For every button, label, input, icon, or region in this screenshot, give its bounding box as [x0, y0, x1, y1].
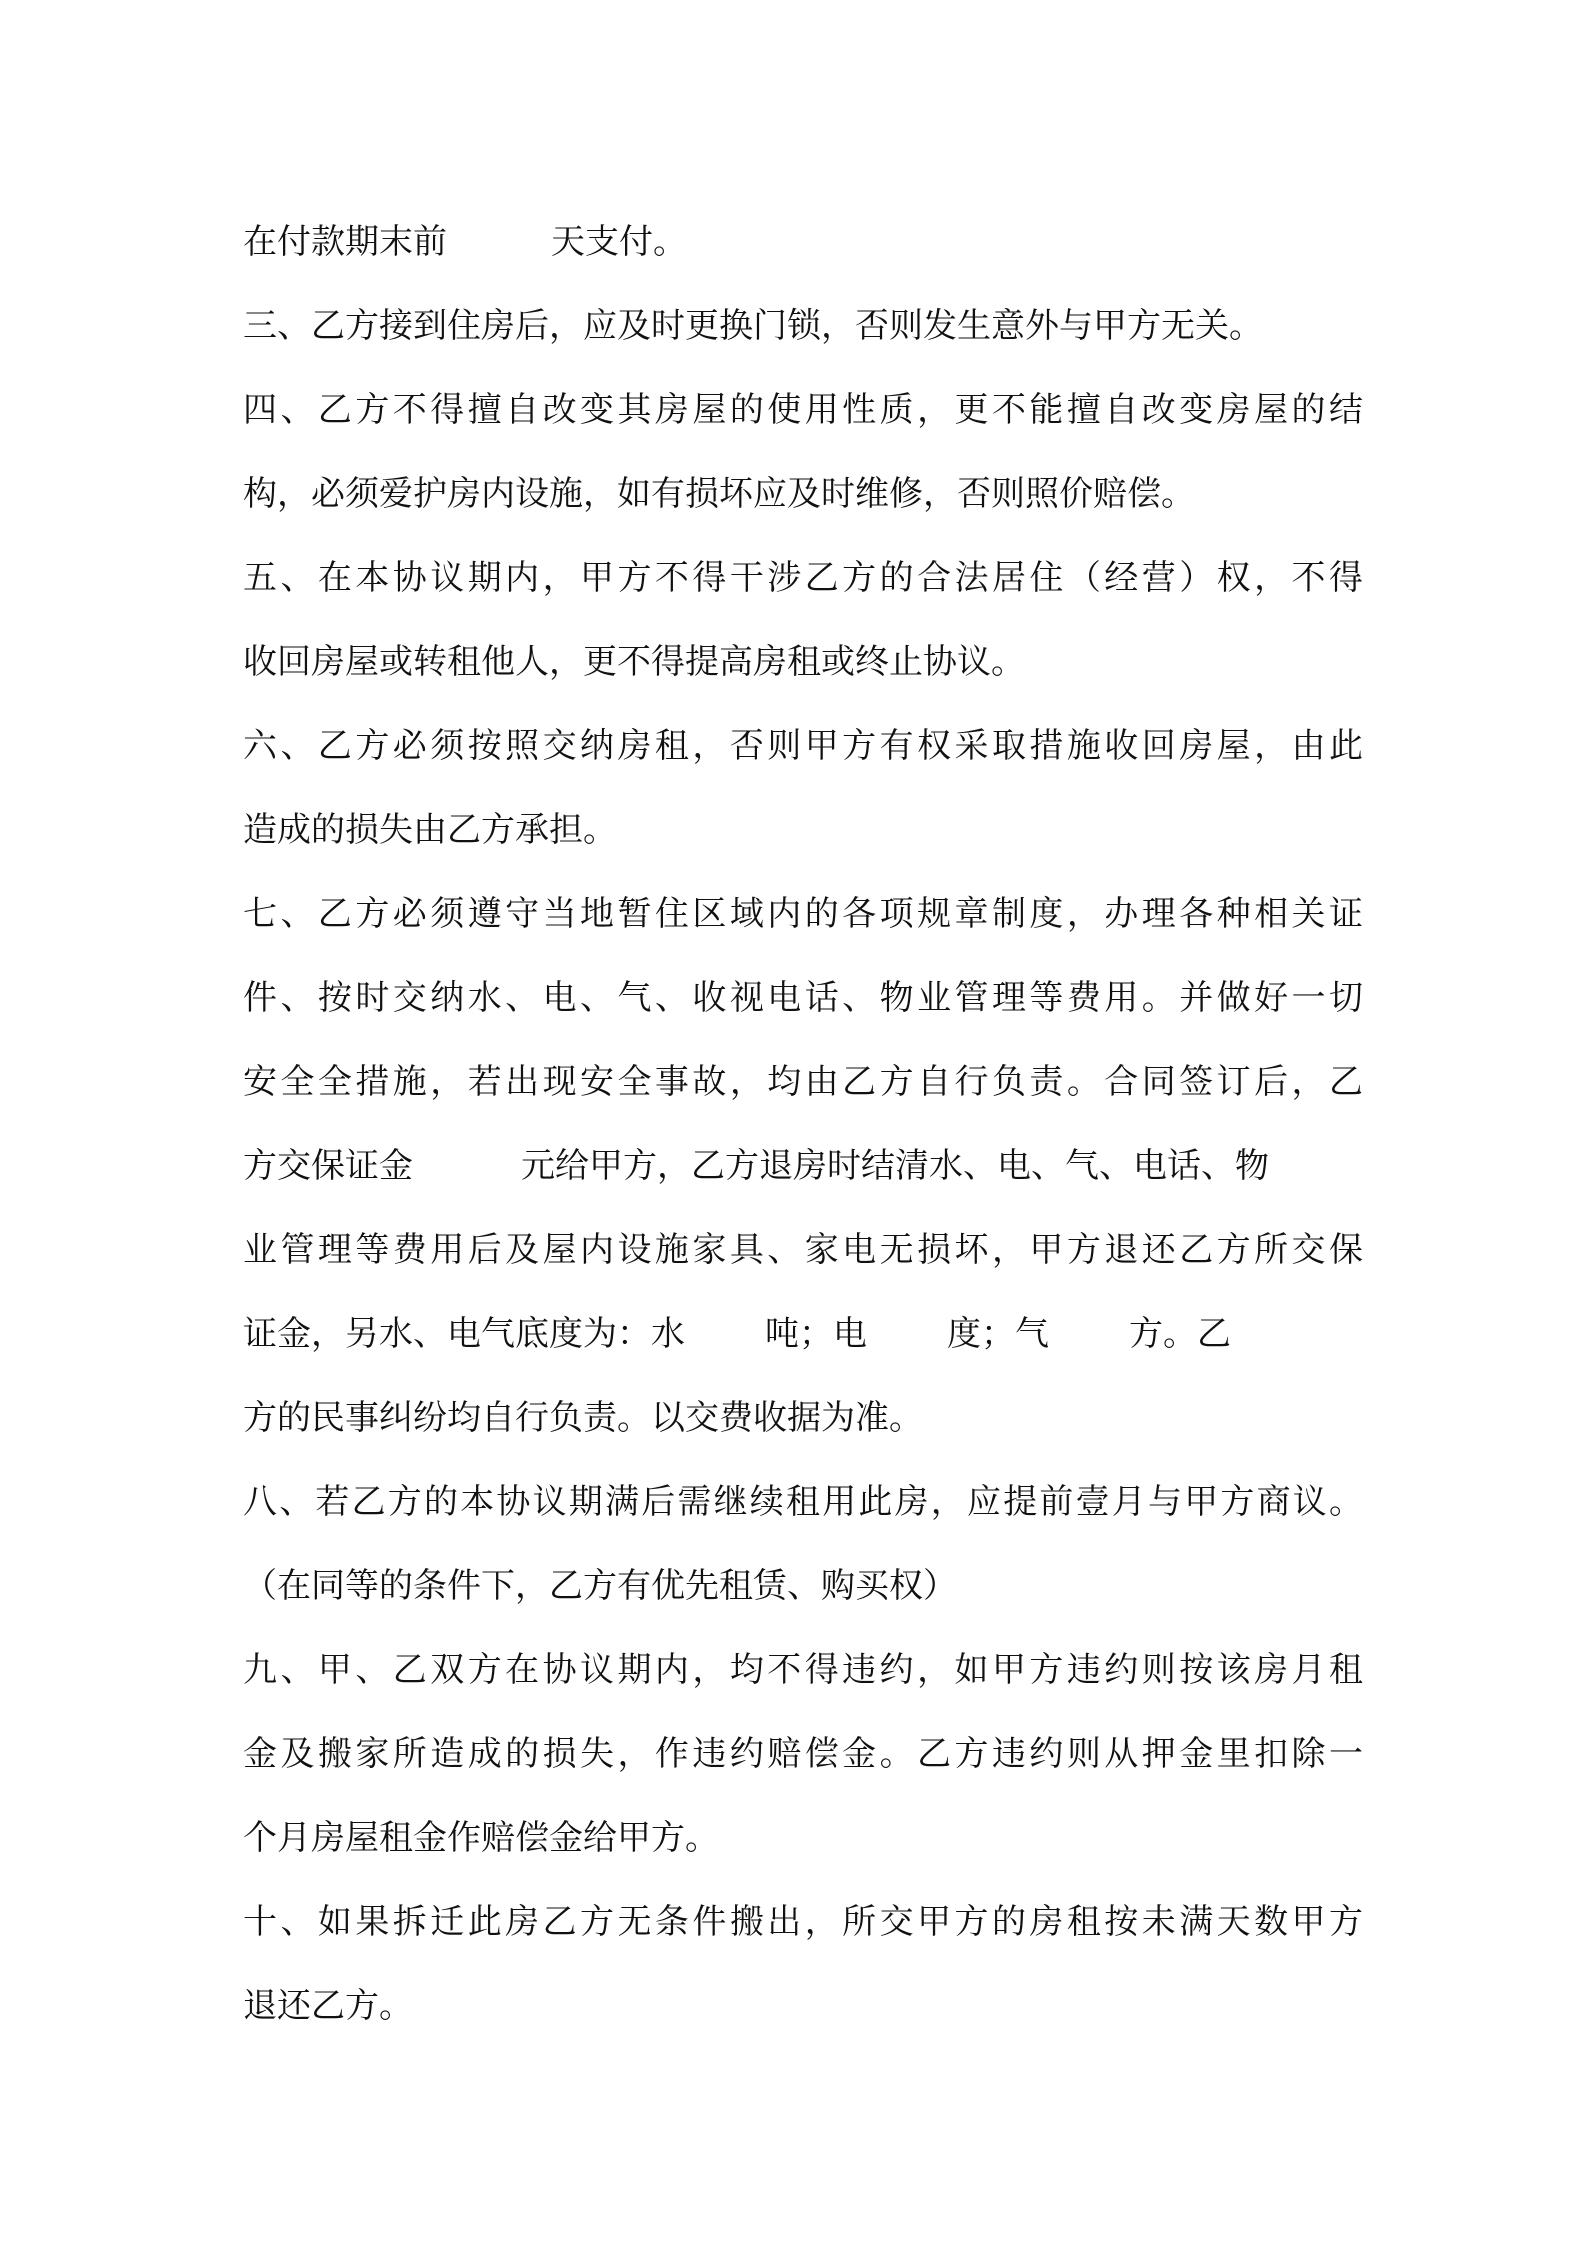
clause-7-line-6 [243, 1292, 1363, 1376]
clause-9-line-2: 金及搬家所造成的损失，作违约赔偿金。乙方违约则从押金里扣除一 [243, 1734, 1363, 1774]
clause-7-line-7: 方的民事纠纷均自行负责。以交费收据为准。 [243, 1398, 923, 1438]
text-segment: 证金，另水、电气底度为：水 [243, 1314, 685, 1354]
clause-7-line-5: 业管理等费用后及屋内设施家具、家电无损坏，甲方退还乙方所交保 [243, 1230, 1363, 1270]
clause-6-line-1: 六、乙方必须按照交纳房租，否则甲方有权采取措施收回房屋，由此 [243, 726, 1363, 766]
text-segment: 在付款期末前 [243, 222, 447, 262]
clause-10-line-2: 退还乙方。 [243, 1986, 413, 2026]
clause-3-line-1: 三、乙方接到住房后，应及时更换门锁，否则发生意外与甲方无关。 [243, 306, 1263, 346]
clause-5-line-2: 收回房屋或转租他人，更不得提高房租或终止协议。 [243, 642, 1025, 682]
text-segment: 方交保证金 [243, 1146, 413, 1186]
text-segment: 天支付。 [551, 222, 687, 262]
clause-7-line-2: 件、按时交纳水、电、气、收视电话、物业管理等费用。并做好一切 [243, 978, 1363, 1018]
clause-9-line-3: 个月房屋租金作赔偿金给甲方。 [243, 1818, 719, 1858]
text-line [243, 200, 1363, 284]
clause-6-line-2: 造成的损失由乙方承担。 [243, 810, 617, 850]
clause-8-line-1: 八、若乙方的本协议期满后需继续租用此房，应提前壹月与甲方商议。 [243, 1482, 1363, 1522]
clause-10-line-1: 十、如果拆迁此房乙方无条件搬出，所交甲方的房租按未满天数甲方 [243, 1902, 1363, 1942]
text-segment: 方。乙 [1129, 1314, 1231, 1354]
contract-text [243, 200, 1363, 2048]
text-segment: 元给甲方，乙方退房时结清水、电、气、电话、物 [521, 1146, 1269, 1186]
clause-9-line-1: 九、甲、乙双方在协议期内，均不得违约，如甲方违约则按该房月租 [243, 1650, 1363, 1690]
clause-7-line-4 [243, 1124, 1363, 1208]
clause-5-line-1: 五、在本协议期内，甲方不得干涉乙方的合法居住（经营）权，不得 [243, 558, 1363, 598]
clause-4-line-1: 四、乙方不得擅自改变其房屋的使用性质，更不能擅自改变房屋的结 [243, 390, 1363, 430]
clause-8-line-2: （在同等的条件下，乙方有优先租赁、购买权） [243, 1566, 957, 1606]
text-segment: 吨；电 [765, 1314, 867, 1354]
clause-4-line-2: 构，必须爱护房内设施，如有损坏应及时维修，否则照价赔偿。 [243, 474, 1195, 514]
clause-7-line-1: 七、乙方必须遵守当地暂住区域内的各项规章制度，办理各种相关证 [243, 894, 1363, 934]
text-segment: 度；气 [947, 1314, 1049, 1354]
clause-7-line-3: 安全全措施，若出现安全事故，均由乙方自行负责。合同签订后，乙 [243, 1062, 1363, 1102]
